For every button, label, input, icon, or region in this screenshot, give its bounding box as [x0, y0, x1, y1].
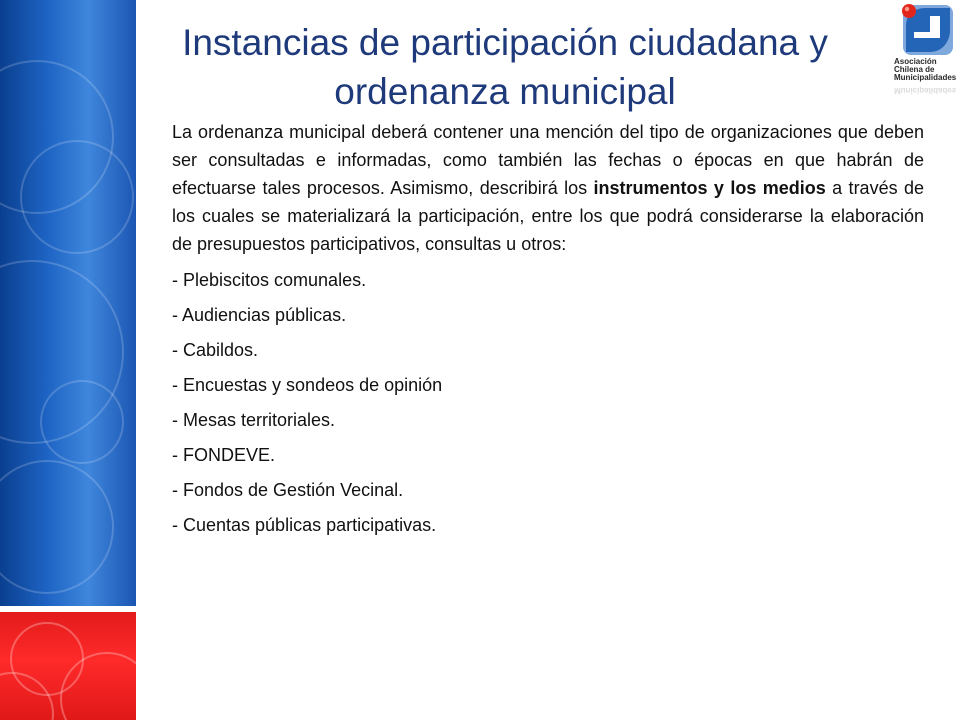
logo-text-line-2: Chilena de	[894, 65, 935, 74]
intro-text-bold: instrumentos y los medios	[593, 178, 826, 198]
list-item: - Cuentas públicas participativas.	[172, 515, 437, 535]
sidebar-blue-decoration	[0, 0, 136, 606]
logo-text-line-1: Asociación	[894, 57, 937, 66]
logo-reflection	[894, 86, 958, 94]
achm-logo-icon	[900, 2, 954, 56]
list-item: - Plebiscitos comunales.	[172, 270, 367, 290]
title-line-1: Instancias de participación ciudadana y	[182, 22, 828, 63]
list-item: - Fondos de Gestión Vecinal.	[172, 480, 404, 500]
list-item: - FONDEVE.	[172, 445, 276, 465]
list-item: - Mesas territoriales.	[172, 410, 336, 430]
achm-logo	[894, 2, 958, 108]
title-line-2: ordenanza municipal	[334, 71, 676, 112]
intro-text-end: a través de los cuales se materializará la participación, entre los que podrá considerarse la elaboración de presupuestos participativos, consultas u otros:	[172, 178, 924, 254]
instruments-list	[172, 266, 924, 546]
slide-body	[172, 118, 924, 546]
intro-text-start: La ordenanza municipal deberá contener una mención del tipo de organizaciones que deben ser consultadas e informadas, como también las fechas o épocas en que habrán de efectuarse tales procesos. Asimismo, describirá los	[172, 122, 924, 198]
list-item: - Encuestas y sondeos de opinión	[172, 375, 443, 395]
logo-reflection-text: Municipalidades	[894, 86, 957, 95]
list-item: - Cabildos.	[172, 340, 259, 360]
logo-text-line-3: Municipalidades	[894, 73, 957, 82]
slide-title	[150, 18, 860, 116]
logo-text	[894, 58, 958, 82]
intro-paragraph	[172, 118, 924, 258]
sidebar-red-decoration	[0, 612, 136, 720]
list-item: - Audiencias públicas.	[172, 305, 347, 325]
